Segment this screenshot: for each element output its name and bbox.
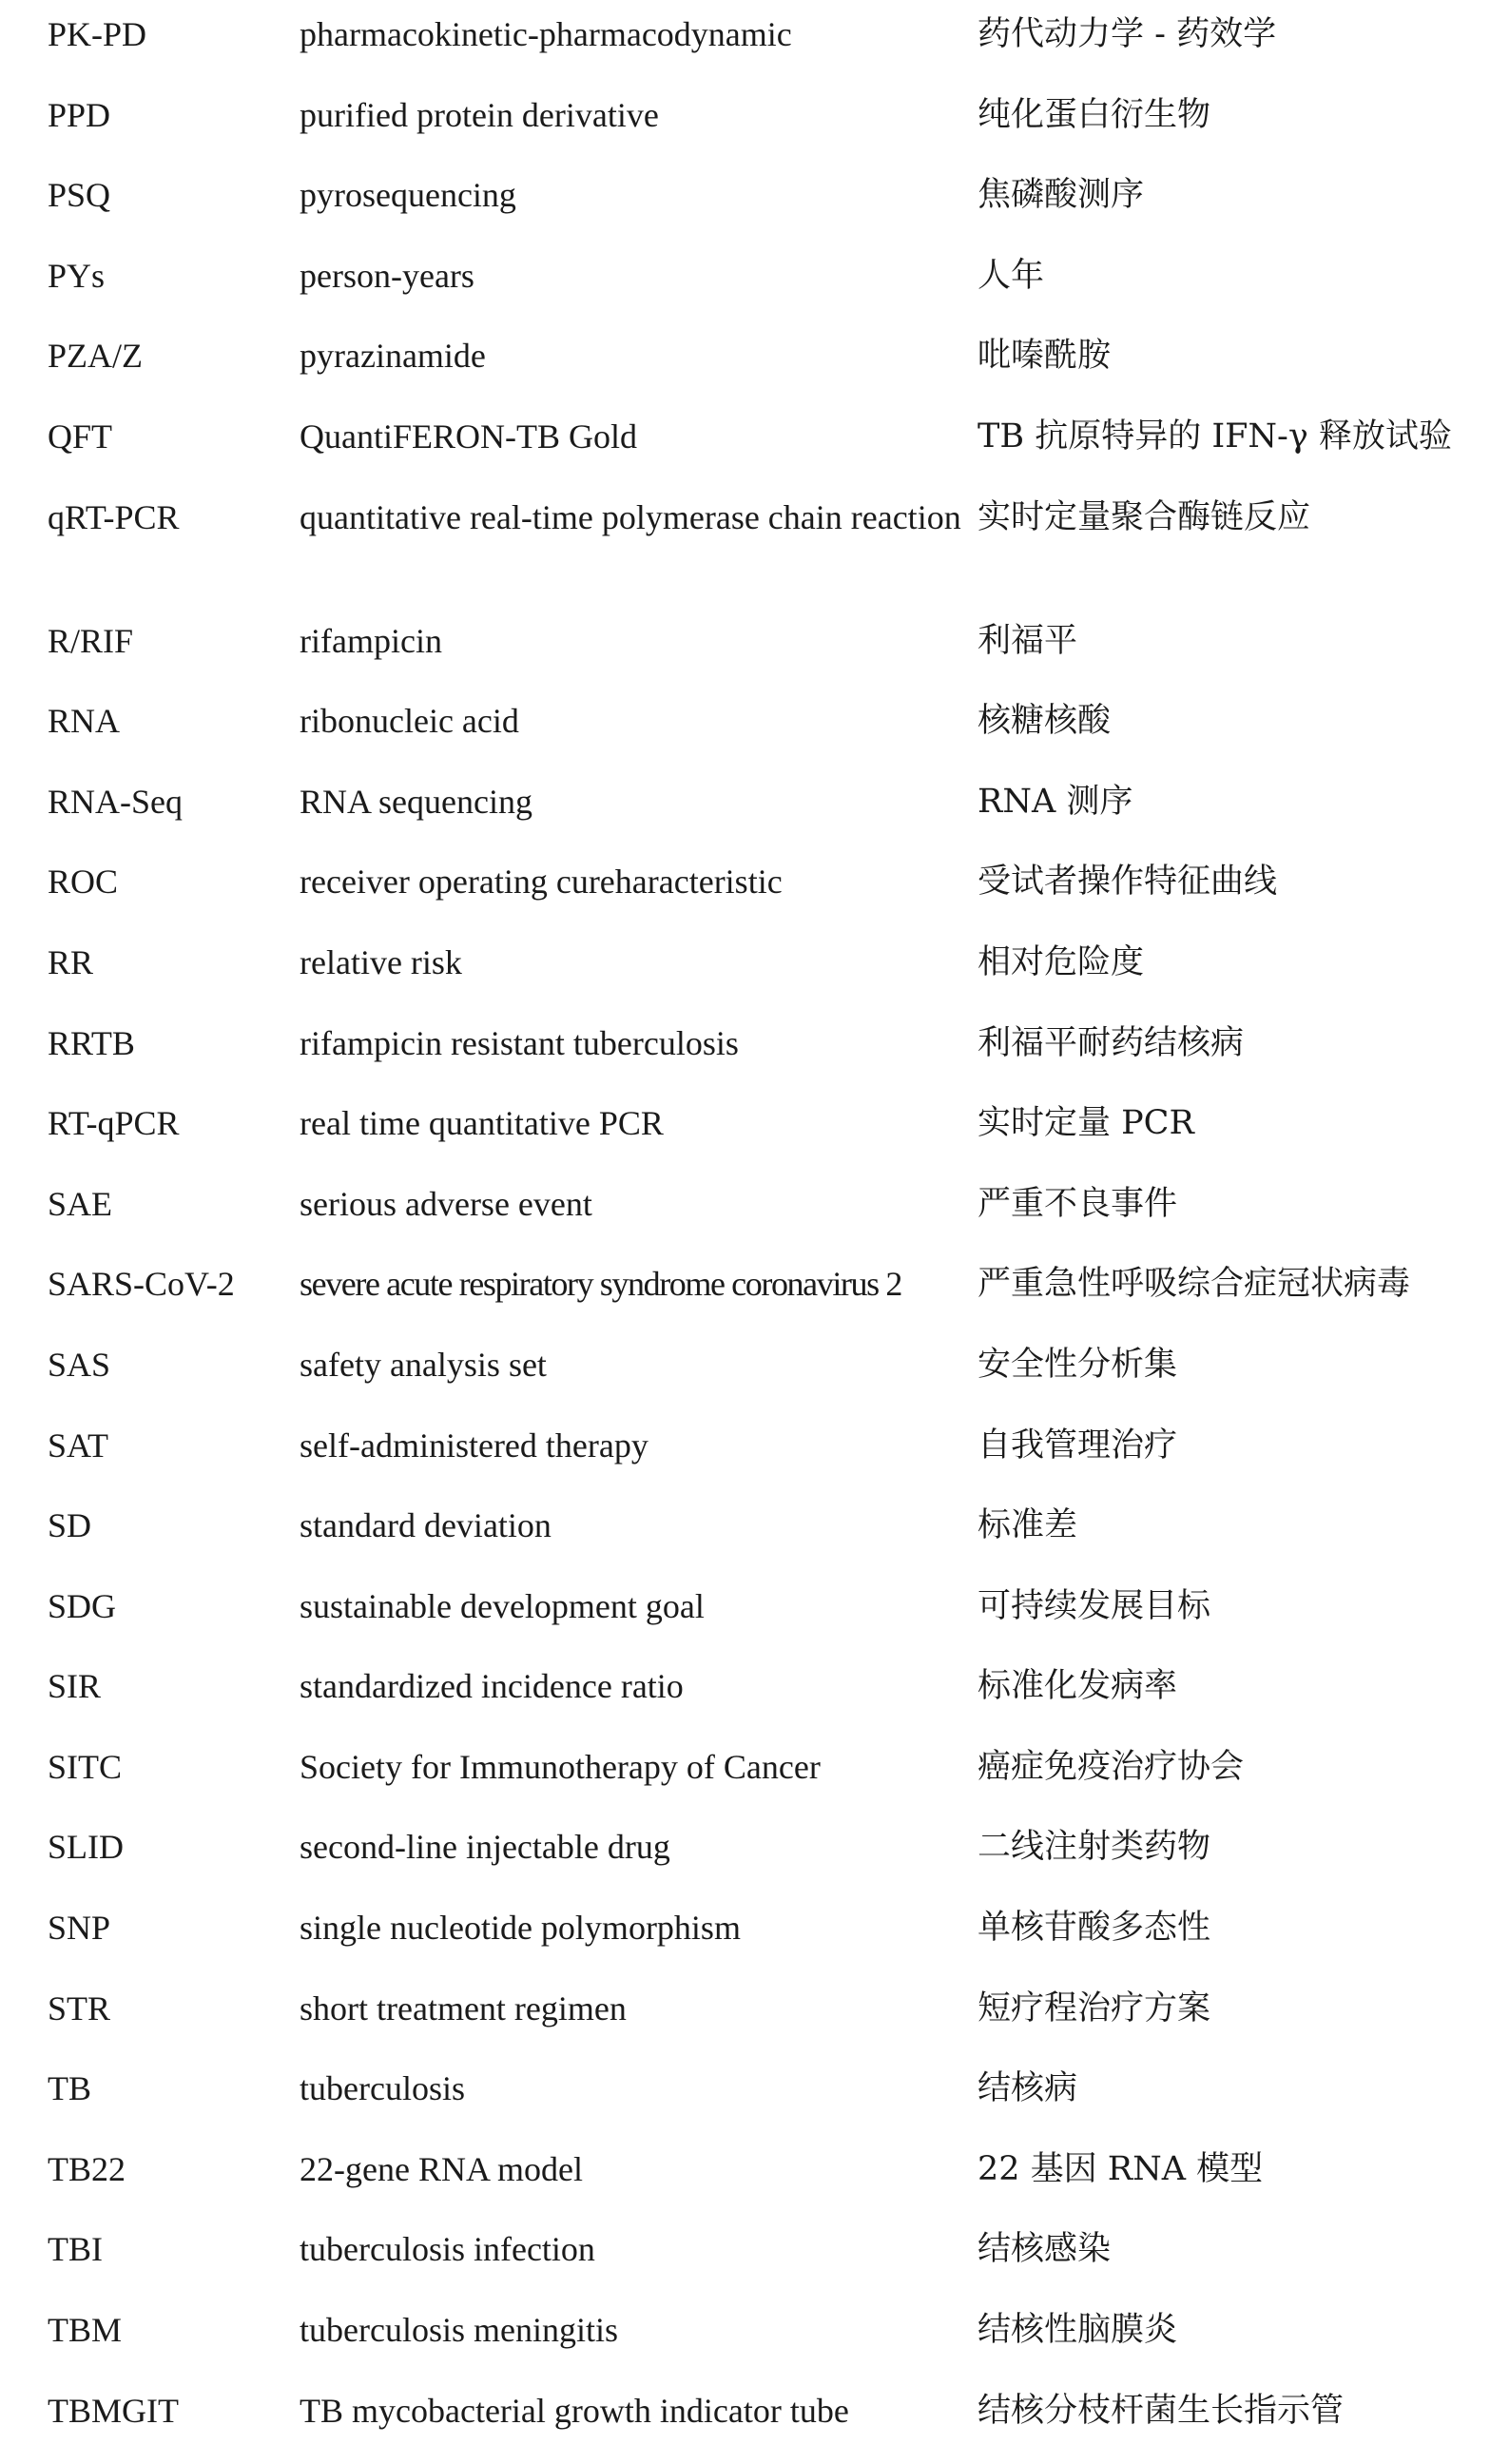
- english-term: single nucleotide polymorphism: [300, 1909, 741, 1948]
- chinese-term: 焦磷酸测序: [978, 176, 1145, 215]
- table-row: [48, 1499, 1474, 1580]
- abbreviation: QFT: [48, 417, 113, 456]
- abbreviation: SLID: [48, 1828, 124, 1867]
- chinese-term: 受试者操作特征曲线: [978, 863, 1278, 902]
- chinese-term: 结核分枝杆菌生长指示管: [978, 2391, 1345, 2430]
- abbreviation: PK-PD: [48, 15, 147, 53]
- abbreviation: SNP: [48, 1909, 111, 1948]
- chinese-term: 22 基因 RNA 模型: [978, 2149, 1264, 2188]
- chinese-term: 单核苷酸多态性: [978, 1909, 1211, 1948]
- abbreviation: PPD: [48, 95, 111, 134]
- abbreviation: R/RIF: [48, 621, 134, 660]
- abbreviation: SITC: [48, 1747, 123, 1786]
- table-row: [48, 2222, 1474, 2303]
- chinese-term: 利福平: [978, 621, 1078, 660]
- abbreviation: TBMGIT: [48, 2391, 179, 2430]
- english-term: tuberculosis meningitis: [300, 2311, 618, 2350]
- abbreviation: TB22: [48, 2149, 126, 2188]
- abbreviation: RNA: [48, 702, 121, 741]
- table-row: [48, 1177, 1474, 1258]
- table-row: [48, 1580, 1474, 1660]
- abbreviation: STR: [48, 1989, 111, 2027]
- chinese-term: 可持续发展目标: [978, 1586, 1211, 1625]
- abbreviation: TB: [48, 2069, 92, 2108]
- chinese-term: 标准差: [978, 1506, 1078, 1545]
- table-row: [48, 1901, 1474, 1982]
- chinese-term: 安全性分析集: [978, 1345, 1178, 1384]
- table-row: [48, 694, 1474, 775]
- chinese-term: 利福平耐药结核病: [978, 1023, 1245, 1062]
- table-row: [48, 775, 1474, 856]
- english-term: pharmacokinetic-pharmacodynamic: [300, 15, 792, 53]
- english-term: second-line injectable drug: [300, 1828, 670, 1867]
- english-term: rifampicin resistant tuberculosis: [300, 1023, 739, 1062]
- table-row: [48, 2062, 1474, 2143]
- table-row: [48, 1096, 1474, 1177]
- chinese-term: 纯化蛋白衍生物: [978, 95, 1211, 134]
- abbreviation: RRTB: [48, 1023, 135, 1062]
- chinese-term: 严重不良事件: [978, 1184, 1178, 1223]
- english-term: standard deviation: [300, 1506, 552, 1545]
- table-row: [48, 936, 1474, 1017]
- chinese-term: 癌症免疫治疗协会: [978, 1747, 1245, 1786]
- chinese-term: 相对危险度: [978, 942, 1145, 981]
- abbreviation: TBI: [48, 2230, 103, 2269]
- english-term: tuberculosis: [300, 2069, 465, 2108]
- abbreviation: PSQ: [48, 176, 111, 215]
- table-row: [48, 1982, 1474, 2063]
- abbreviation: SAS: [48, 1345, 111, 1384]
- english-term: real time quantitative PCR: [300, 1104, 664, 1143]
- english-term: rifampicin: [300, 621, 442, 660]
- table-row: [48, 168, 1474, 249]
- table-row: [48, 88, 1474, 169]
- english-term: person-years: [300, 256, 474, 295]
- table-row: [48, 2384, 1474, 2464]
- abbreviation: RR: [48, 942, 94, 981]
- chinese-term: 二线注射类药物: [978, 1828, 1211, 1867]
- chinese-term: 短疗程治疗方案: [978, 1989, 1211, 2027]
- table-row: [48, 1659, 1474, 1740]
- table-row: [48, 249, 1474, 330]
- table-row: [48, 8, 1474, 88]
- chinese-term: TB 抗原特异的 IFN-γ 释放试验: [978, 417, 1452, 456]
- chinese-term: 结核感染: [978, 2230, 1112, 2269]
- english-term: pyrazinamide: [300, 337, 486, 376]
- chinese-term: 标准化发病率: [978, 1667, 1178, 1706]
- english-term: tuberculosis infection: [300, 2230, 595, 2269]
- table-row: [48, 2143, 1474, 2223]
- english-term: safety analysis set: [300, 1345, 547, 1384]
- chinese-term: 吡嗪酰胺: [978, 337, 1112, 376]
- table-row: [48, 1017, 1474, 1097]
- chinese-term: 结核性脑膜炎: [978, 2311, 1178, 2350]
- chinese-term: 核糖核酸: [978, 702, 1112, 741]
- english-term: ribonucleic acid: [300, 702, 519, 741]
- abbreviation: SAE: [48, 1184, 113, 1223]
- english-term: QuantiFERON-TB Gold: [300, 417, 637, 456]
- abbreviation: PYs: [48, 256, 106, 295]
- english-term: quantitative real-time polymerase chain reaction: [300, 497, 961, 536]
- chinese-term: 实时定量聚合酶链反应: [978, 497, 1311, 536]
- abbreviation: ROC: [48, 863, 119, 902]
- english-term: self-administered therapy: [300, 1426, 649, 1465]
- abbreviation: TBM: [48, 2311, 123, 2350]
- table-row: [48, 855, 1474, 936]
- table-row: [48, 1419, 1474, 1500]
- chinese-term: 人年: [978, 256, 1045, 295]
- english-term: standardized incidence ratio: [300, 1667, 684, 1706]
- table-row: [48, 1820, 1474, 1901]
- english-term: TB mycobacterial growth indicator tube: [300, 2391, 849, 2430]
- chinese-term: 自我管理治疗: [978, 1426, 1178, 1465]
- english-term: receiver operating cureharacteristic: [300, 863, 783, 902]
- english-term: serious adverse event: [300, 1184, 592, 1223]
- abbreviation: RNA-Seq: [48, 782, 183, 821]
- abbreviation: SAT: [48, 1426, 109, 1465]
- chinese-term: 结核病: [978, 2069, 1078, 2108]
- english-term: purified protein derivative: [300, 95, 659, 134]
- table-row: [48, 1257, 1474, 1338]
- chinese-term: RNA 测序: [978, 782, 1133, 821]
- abbreviation: qRT-PCR: [48, 497, 180, 536]
- chinese-term: 药代动力学 - 药效学: [978, 15, 1277, 53]
- english-term: RNA sequencing: [300, 782, 532, 821]
- english-term: Society for Immunotherapy of Cancer: [300, 1747, 821, 1786]
- table-row: [48, 329, 1474, 410]
- abbreviation: SDG: [48, 1586, 117, 1625]
- english-term: short treatment regimen: [300, 1989, 627, 2027]
- table-row: [48, 1338, 1474, 1419]
- abbreviation: SIR: [48, 1667, 102, 1706]
- english-term: relative risk: [300, 942, 462, 981]
- english-term: sustainable development goal: [300, 1586, 705, 1625]
- english-term: 22-gene RNA model: [300, 2149, 583, 2188]
- abbreviation: SARS-CoV-2: [48, 1265, 235, 1304]
- abbreviation: PZA/Z: [48, 337, 144, 376]
- abbreviation: RT-qPCR: [48, 1104, 180, 1143]
- english-term: pyrosequencing: [300, 176, 516, 215]
- chinese-term: 严重急性呼吸综合症冠状病毒: [978, 1265, 1411, 1304]
- table-row: [48, 491, 1474, 614]
- table-row: [48, 614, 1474, 695]
- table-row: [48, 410, 1474, 491]
- table-row: [48, 2303, 1474, 2384]
- english-term: severe acute respiratory syndrome coronavirus 2: [300, 1265, 901, 1304]
- chinese-term: 实时定量 PCR: [978, 1104, 1194, 1143]
- abbreviation: SD: [48, 1506, 92, 1545]
- abbreviation-table: [48, 8, 1474, 2464]
- table-row: [48, 1740, 1474, 1821]
